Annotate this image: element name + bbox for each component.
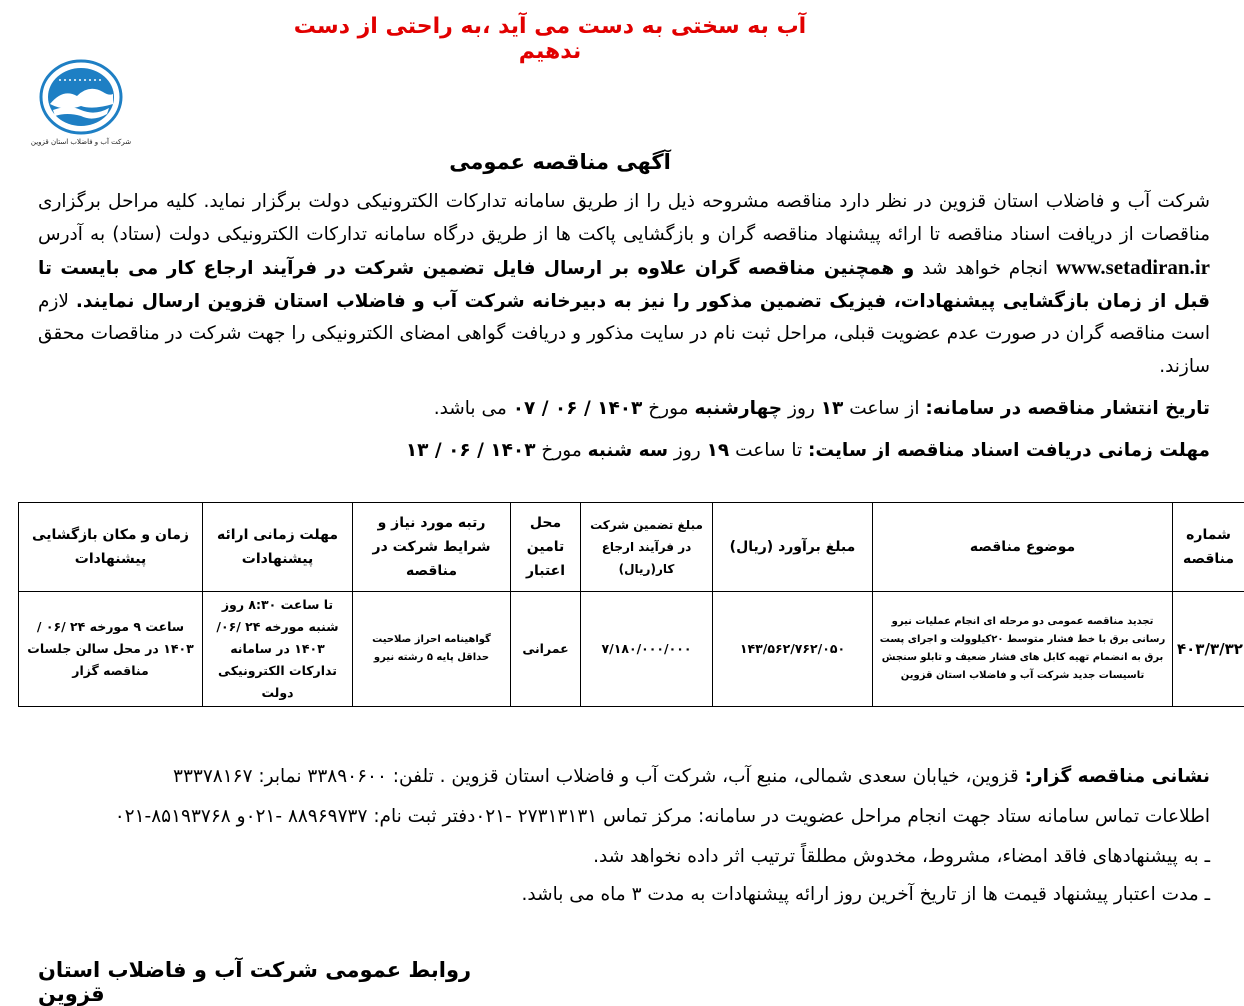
tender-table bbox=[18, 502, 1244, 707]
address-line bbox=[38, 766, 1210, 787]
deadline-date: ۱۴۰۳ / ۰۶ / ۱۳ bbox=[406, 440, 536, 461]
header-tender-number: شماره مناقصه bbox=[1173, 503, 1244, 592]
publish-day: چهارشنبه bbox=[694, 398, 782, 419]
deadline-text: روز bbox=[674, 440, 701, 461]
cell-subject: تجدید مناقصه عمومی دو مرحله ای انجام عملیات نیرو رسانی برق با خط فشار متوسط ۲۰کیلوولت و اجرای پست برق به انضمام تهیه کابل های فشار ضعیف و تابلو سنجش تاسیسات جدید شرکت آب و فاضلاب استان قزوین bbox=[873, 592, 1173, 707]
cell-estimate: ۱۴۳/۵۶۲/۷۶۲/۰۵۰ bbox=[713, 592, 873, 707]
address-text: قزوین، خیابان سعدی شمالی، منبع آب، شرکت آب و فاضلاب استان قزوین . تلفن: ۳۳۸۹۰۶۰۰ نمابر: ۳۳۳۷۸۱۶۷ bbox=[173, 766, 1019, 787]
header-submission-deadline: مهلت زمانی ارائه پیشنهادات bbox=[203, 503, 353, 592]
publish-text: می باشد. bbox=[434, 398, 507, 419]
header-requirements: رتبه مورد نیاز و شرایط شرکت در مناقصه bbox=[353, 503, 511, 592]
cell-submission-deadline: تا ساعت ۸:۳۰ روز شنبه مورخه ۲۴ /۰۶/ ۱۴۰۳ در سامانه تدارکات الکترونیکی دولت bbox=[203, 592, 353, 707]
cell-opening: ساعت ۹ مورخه ۲۴ /۰۶ / ۱۴۰۳ در محل سالن جلسات مناقصه گزار bbox=[19, 592, 203, 707]
notice-title: آگهی مناقصه عمومی bbox=[360, 150, 760, 174]
publish-label: تاریخ انتشار مناقصه در سامانه: bbox=[925, 398, 1210, 419]
company-logo bbox=[16, 58, 146, 158]
note-item: ـ به پیشنهادهای فاقد امضاء، مشروط، مخدوش مطلقاً ترتیب اثر داده نخواهد شد. bbox=[38, 846, 1210, 867]
deadline-label: مهلت زمانی دریافت اسناد مناقصه از سایت: bbox=[808, 440, 1210, 461]
contact-line: اطلاعات تماس سامانه ستاد جهت انجام مراحل عضویت در سامانه: مرکز تماس ۲۷۳۱۳۱۳۱ -۰۲۱دفتر ثبت نام: ۸۸۹۶۹۷۳۷ -۰۲۱و ۸۵۱۹۳۷۶۸-۰۲۱ bbox=[38, 806, 1210, 827]
logo-caption: شرکت آب و فاضلاب استان قزوین bbox=[16, 138, 146, 146]
cell-requirements: گواهینامه احراز صلاحیت حداقل پایه ۵ رشته نیرو bbox=[353, 592, 511, 707]
header-guarantee: مبلغ تضمین شرکت در فرآیند ارجاع کار(ریال) bbox=[581, 503, 713, 592]
table-row bbox=[19, 592, 1244, 707]
deadline-text: مورخ bbox=[541, 440, 581, 461]
setadiran-url[interactable]: www.setadiran.ir bbox=[1056, 255, 1210, 279]
water-company-logo-icon bbox=[33, 58, 129, 136]
address-label: نشانی مناقصه گزار: bbox=[1025, 766, 1210, 787]
header-subject: موضوع مناقصه bbox=[873, 503, 1173, 592]
publish-text: مورخ bbox=[648, 398, 688, 419]
intro-text-2: انجام خواهد شد bbox=[922, 258, 1048, 279]
header-estimate: مبلغ برآورد (ریال) bbox=[713, 503, 873, 592]
deadline-line bbox=[38, 440, 1210, 461]
header-funding: محل تامین اعتبار bbox=[511, 503, 581, 592]
signature: روابط عمومی شرکت آب و فاضلاب استان قزوین bbox=[38, 958, 498, 1006]
publish-hour: ۱۳ bbox=[821, 398, 844, 419]
publish-date: ۱۴۰۳ / ۰۶ / ۰۷ bbox=[513, 398, 643, 419]
cell-guarantee: ۷/۱۸۰/۰۰۰/۰۰۰ bbox=[581, 592, 713, 707]
publish-text: از ساعت bbox=[849, 398, 919, 419]
cell-tender-number: ۴۰۳/۳/۳۲ bbox=[1173, 592, 1244, 707]
intro-text-3: لازم است مناقصه گران در صورت عدم عضویت قبلی، مراحل ثبت نام در سایت مذکور و دریافت گواهی امضای الکترونیکی را جهت شرکت در مناقصات محقق سازند. bbox=[38, 291, 1210, 377]
deadline-hour: ۱۹ bbox=[707, 440, 730, 461]
intro-paragraph bbox=[38, 186, 1210, 383]
table-header-row bbox=[19, 503, 1244, 592]
publish-text: روز bbox=[788, 398, 815, 419]
deadline-day: سه شنبه bbox=[588, 440, 668, 461]
slogan: آب به سختی به دست می آید ،به راحتی از دست ندهیم bbox=[290, 14, 810, 64]
intro-bold-note: و همچنین مناقصه گران علاوه بر ارسال فایل تضمین شرکت در فرآیند ارجاع کار می بایست تا قبل از زمان بازگشایی پیشنهادات، فیزیک تضمین مذکور را نیز به دبیرخانه شرکت آب و فاضلاب استان قزوین ارسال نمایند. bbox=[38, 258, 1210, 312]
cell-funding: عمرانی bbox=[511, 592, 581, 707]
header-opening: زمان و مکان بازگشایی پیشنهادات bbox=[19, 503, 203, 592]
deadline-text: تا ساعت bbox=[735, 440, 802, 461]
note-item: ـ مدت اعتبار پیشنهاد قیمت ها از تاریخ آخرین روز ارائه پیشنهادات به مدت ۳ ماه می باشد. bbox=[38, 884, 1210, 905]
intro-text-1: شرکت آب و فاضلاب استان قزوین در نظر دارد مناقصه مشروحه ذیل را از طریق سامانه تدارکات الکترونیکی دولت برگزار نماید. کلیه مراحل برگزاری مناقصات از دریافت اسناد مناقصه تا ارائه پیشنهاد مناقصه گران و بازگشایی پاکت ها از طریق درگاه سامانه تدارکات الکترونیکی دولت (ستاد) به آدرس bbox=[38, 191, 1210, 245]
publish-date-line bbox=[38, 398, 1210, 419]
